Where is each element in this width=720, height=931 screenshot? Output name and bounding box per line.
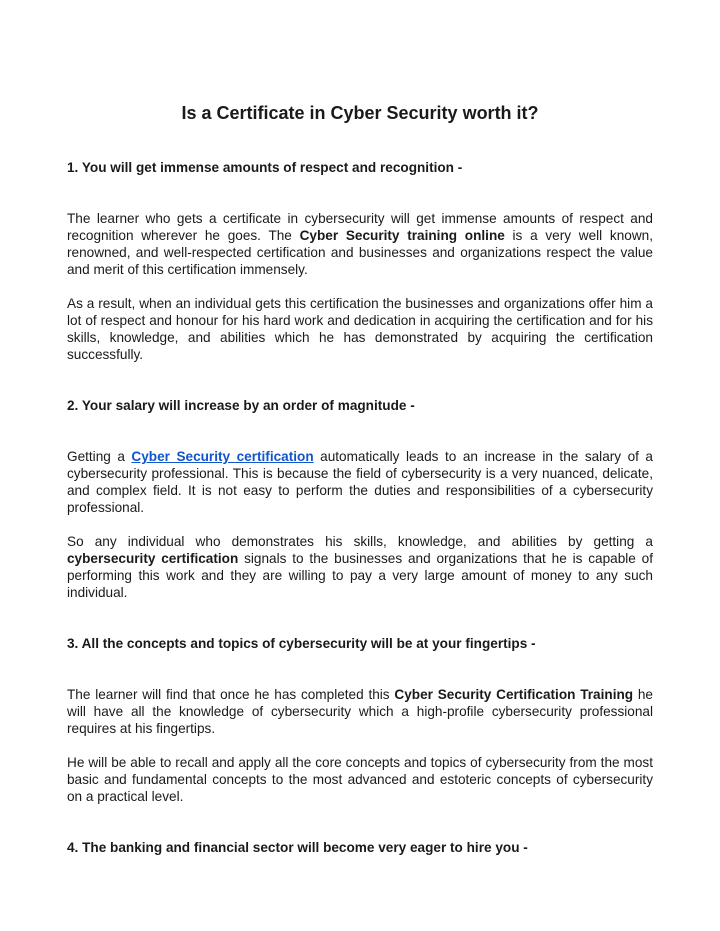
paragraph-text: he will have all the knowledge of cybersecurity which a high-profile cybersecurity professional requires at his fingertips. xyxy=(67,687,653,736)
paragraph-text: So any individual who demonstrates his skills, knowledge, and abilities by getting a xyxy=(67,534,653,549)
paragraph-1-1 xyxy=(67,210,653,278)
page-title: Is a Certificate in Cyber Security worth it? xyxy=(181,103,539,123)
paragraph-text: automatically leads to an increase in the salary of a cybersecurity professional. This is because the field of cybersecurity is a very nuanced, delicate, and complex field. It is not easy to perform the duties and responsibilities of a cybersecurity professional. xyxy=(67,449,653,515)
paragraph-text: is a very well known, renowned, and well-respected certification and businesses and organizations respect the value and merit of this certification immensely. xyxy=(67,228,653,277)
bold-phrase: Cyber Security Certification Training xyxy=(394,687,634,702)
paragraph-2-1 xyxy=(67,448,653,516)
bold-phrase: Cyber Security training online xyxy=(299,228,505,243)
paragraph-text: The learner who gets a certificate in cybersecurity will get immense amounts of respect and recognition wherever he goes. The xyxy=(67,211,653,243)
paragraph-1-2: As a result, when an individual gets this certification the businesses and organizations offer him a lot of respect and honour for his hard work and dedication in acquiring the certification and for his skills, knowledge, and abilities which he has demonstrated by acquiring the certification successfully. xyxy=(67,296,653,362)
bold-phrase: cybersecurity certification xyxy=(67,551,239,566)
paragraph-text: signals to the businesses and organizations that he is capable of performing this work and they are willing to pay a very large amount of money to any such individual. xyxy=(67,551,653,600)
paragraph-2-2 xyxy=(67,533,653,601)
section-heading-2: 2. Your salary will increase by an order of magnitude - xyxy=(67,398,415,413)
cyber-security-certification-link[interactable]: Cyber Security certification xyxy=(131,449,314,464)
section-heading-4: 4. The banking and financial sector will become very eager to hire you - xyxy=(67,840,528,855)
paragraph-3-2: He will be able to recall and apply all the core concepts and topics of cybersecurity from the most basic and fundamental concepts to the most advanced and estoteric concepts of cybersecurity on a practical level. xyxy=(67,755,653,804)
paragraph-3-1 xyxy=(67,686,653,737)
paragraph-text: The learner will find that once he has completed this xyxy=(67,687,395,702)
section-heading-3: 3. All the concepts and topics of cybersecurity will be at your fingertips - xyxy=(67,636,536,651)
paragraph-text: Getting a xyxy=(67,449,132,464)
section-heading-1: 1. You will get immense amounts of respect and recognition - xyxy=(67,160,463,175)
